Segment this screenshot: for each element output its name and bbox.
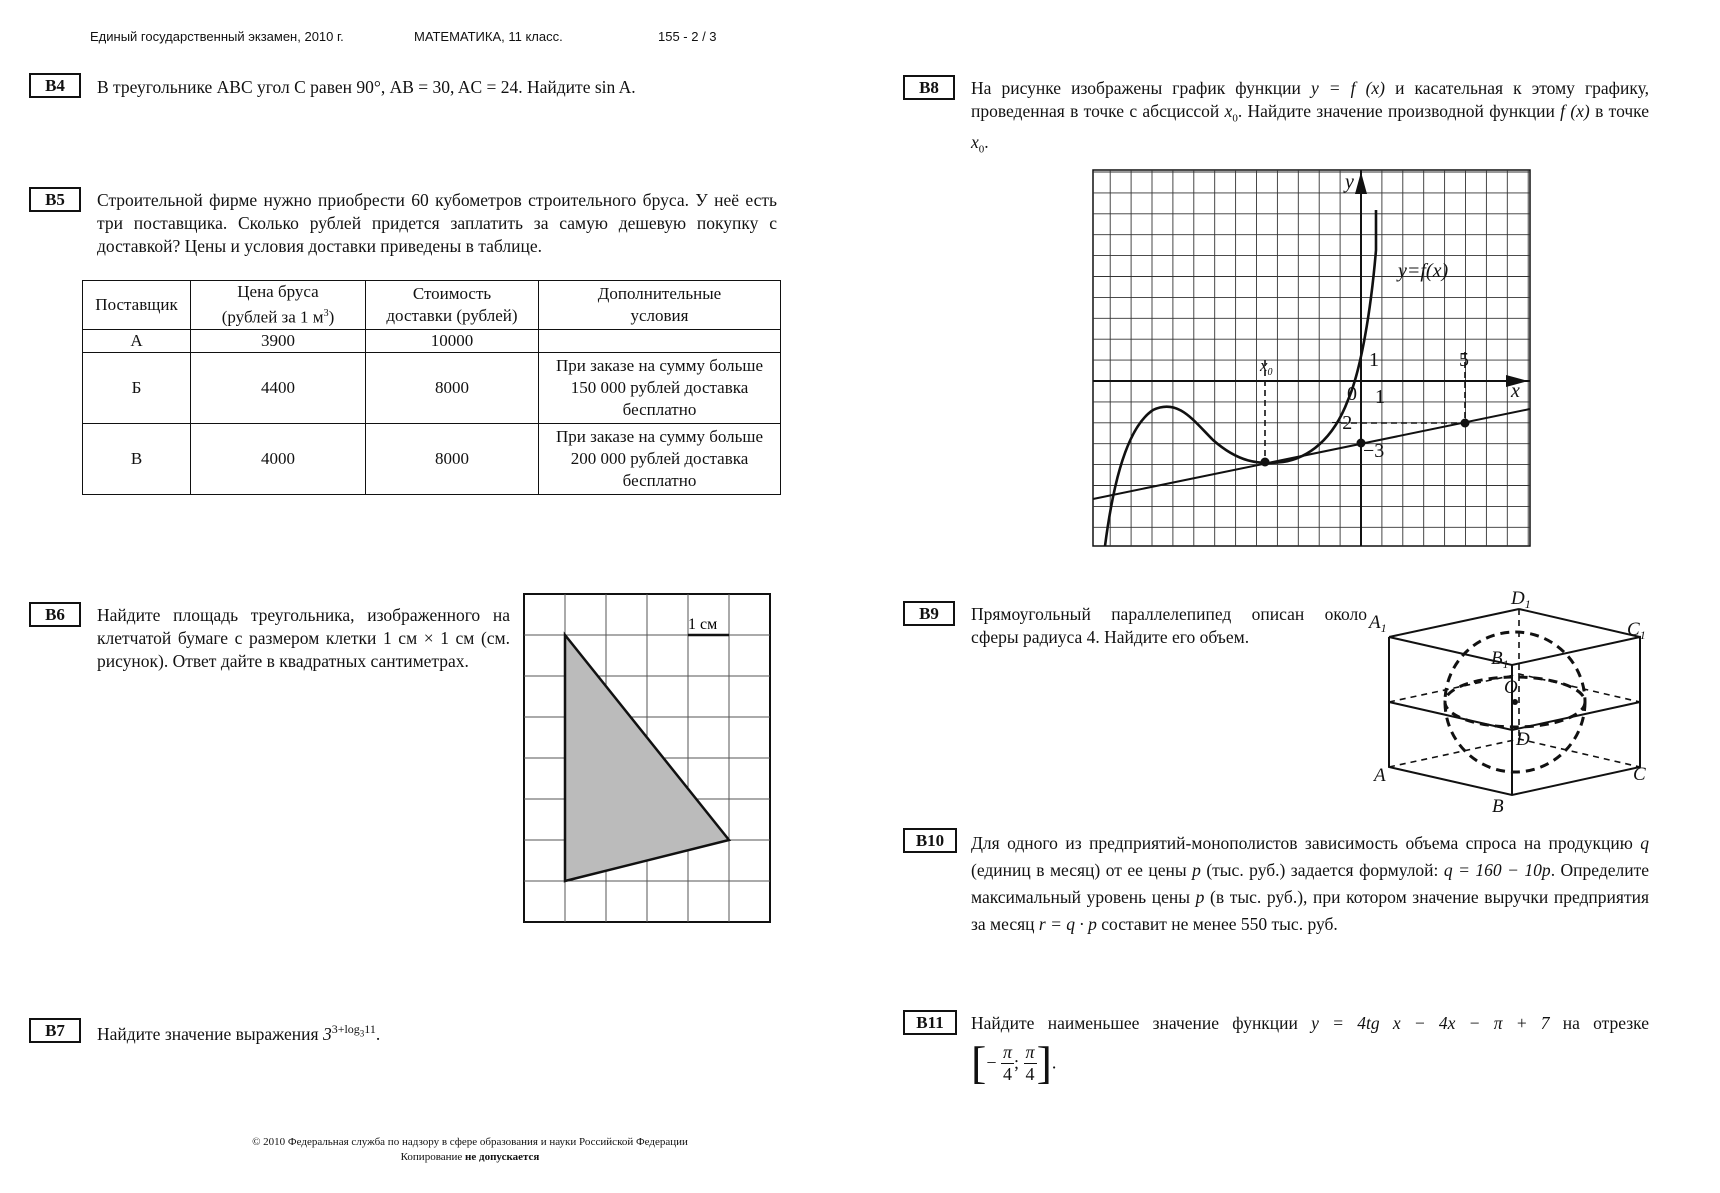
b6-tag: B6: [29, 602, 81, 627]
svg-text:0: 0: [1347, 383, 1357, 405]
svg-text:O: O: [1504, 677, 1518, 698]
footer-copy-note: Копирование не допускается: [400, 1151, 540, 1163]
svg-text:A1: $A_1$: [1369, 612, 1387, 635]
svg-text:−3: −3: [1363, 440, 1385, 462]
header-subject: МАТЕМАТИКА, 11 класс.: [414, 29, 563, 44]
svg-text:A: A: [1374, 765, 1386, 786]
table-row: В 4000 8000 При заказе на сумму больше 200 000 рублей доставка бесплатно: [83, 423, 781, 494]
svg-text:1: 1: [1369, 349, 1379, 371]
b8-tag: B8: [903, 75, 955, 100]
function-graph: [1093, 170, 1533, 548]
b5-tag: B5: [29, 187, 81, 212]
b5-text: Строительной фирме нужно приобрести 60 кубометров строительного бруса. У неё есть три поставщика. Сколько рублей придется заплатить за самую дешевую покупку с доставкой? Цены и условия доставки приведены в таблице.: [97, 190, 777, 256]
svg-text:C: C: [1633, 764, 1646, 785]
b7-text: Найдите значение выражения $3^{3+log_311}$.: [97, 1022, 381, 1044]
header-page: 155 - 2 / 3: [658, 29, 717, 44]
parallelepiped-figure: [1369, 588, 1655, 817]
b10-text: Для одного из предприятий-монополистов зависимость объема спроса на продукцию q (единиц в месяц) от ее цены p (тыс. руб.) задается формулой: q = 160 − 10p. Определите максимальный уровень цены p (в тыс. руб.), при котором значение выручки предприятия за месяц r = q · p составит не менее 550 тыс. руб.: [971, 833, 1650, 934]
grid-triangle-figure: [524, 594, 772, 924]
header-exam: Единый государственный экзамен, 2010 г.: [90, 29, 344, 44]
svg-text:y: y: [1345, 171, 1354, 193]
table-row: А 3900 10000: [83, 329, 781, 352]
b7-tag: B7: [29, 1018, 81, 1043]
b9-text: Прямоугольный параллелепипед описан около сферы радиуса 4. Найдите его объем.: [971, 604, 1367, 647]
point-x5: [1461, 419, 1470, 428]
suppliers-table: [82, 280, 781, 495]
svg-text:−2: −2: [1331, 412, 1353, 434]
svg-text:x: x: [1511, 380, 1520, 402]
b11-tag: B11: [903, 1010, 957, 1035]
th-delivery: Стоимость доставки (рублей): [366, 281, 539, 330]
b4-text: В треугольнике ABC угол C равен 90°, AB = 30, AC = 24. Найдите sin A.: [97, 77, 636, 97]
b9-tag: B9: [903, 601, 955, 626]
b11-text: Найдите наименьшее значение функции y = 4tg x − 4x − π + 7 на отрезке: [971, 1013, 1649, 1033]
svg-text:y=f(x): y=f(x): [1398, 260, 1449, 282]
th-price: Цена бруса (рублей за 1 $м^3$): [191, 281, 366, 330]
th-conditions: Дополнительные условия: [539, 281, 781, 330]
svg-text:C1: $C_1$: [1627, 619, 1646, 642]
b10-tag: B10: [903, 828, 957, 853]
th-supplier: Поставщик: [83, 281, 191, 330]
svg-text:1: 1: [1375, 386, 1385, 408]
svg-text:B: B: [1492, 796, 1504, 817]
svg-text:x0: $x_0$: [1260, 356, 1273, 378]
footer-copyright: © 2010 Федеральная служба по надзору в сфере образования и науки Российской Федерации: [252, 1136, 688, 1148]
svg-text:5: 5: [1459, 349, 1469, 371]
table-row: Б 4400 8000 При заказе на сумму больше 150 000 рублей доставка бесплатно: [83, 352, 781, 423]
b8-text: На рисунке изображены график функции y = f (x) и касательная к этому графику, проведенная в точке с абсциссой $x_0$. Найдите значение производной функции f (x) в точке $x_0$.: [971, 78, 1650, 155]
svg-text:D: D: [1516, 729, 1530, 750]
scale-label: 1 см: [688, 616, 718, 633]
svg-text:D1: $D_1$: [1511, 588, 1531, 611]
b11-interval: [− $\frac{\pi}{4}$ ; $\frac{\pi}{4}$ ].: [971, 1037, 1057, 1088]
svg-text:B1: $B_1$: [1491, 648, 1509, 671]
b6-text: Найдите площадь треугольника, изображенного на клетчатой бумаге с размером клетки 1 см × 1 см (см. рисунок). Ответ дайте в квадратных сантиметрах.: [97, 605, 510, 671]
point-x0: [1261, 458, 1270, 467]
b4-tag: B4: [29, 73, 81, 98]
